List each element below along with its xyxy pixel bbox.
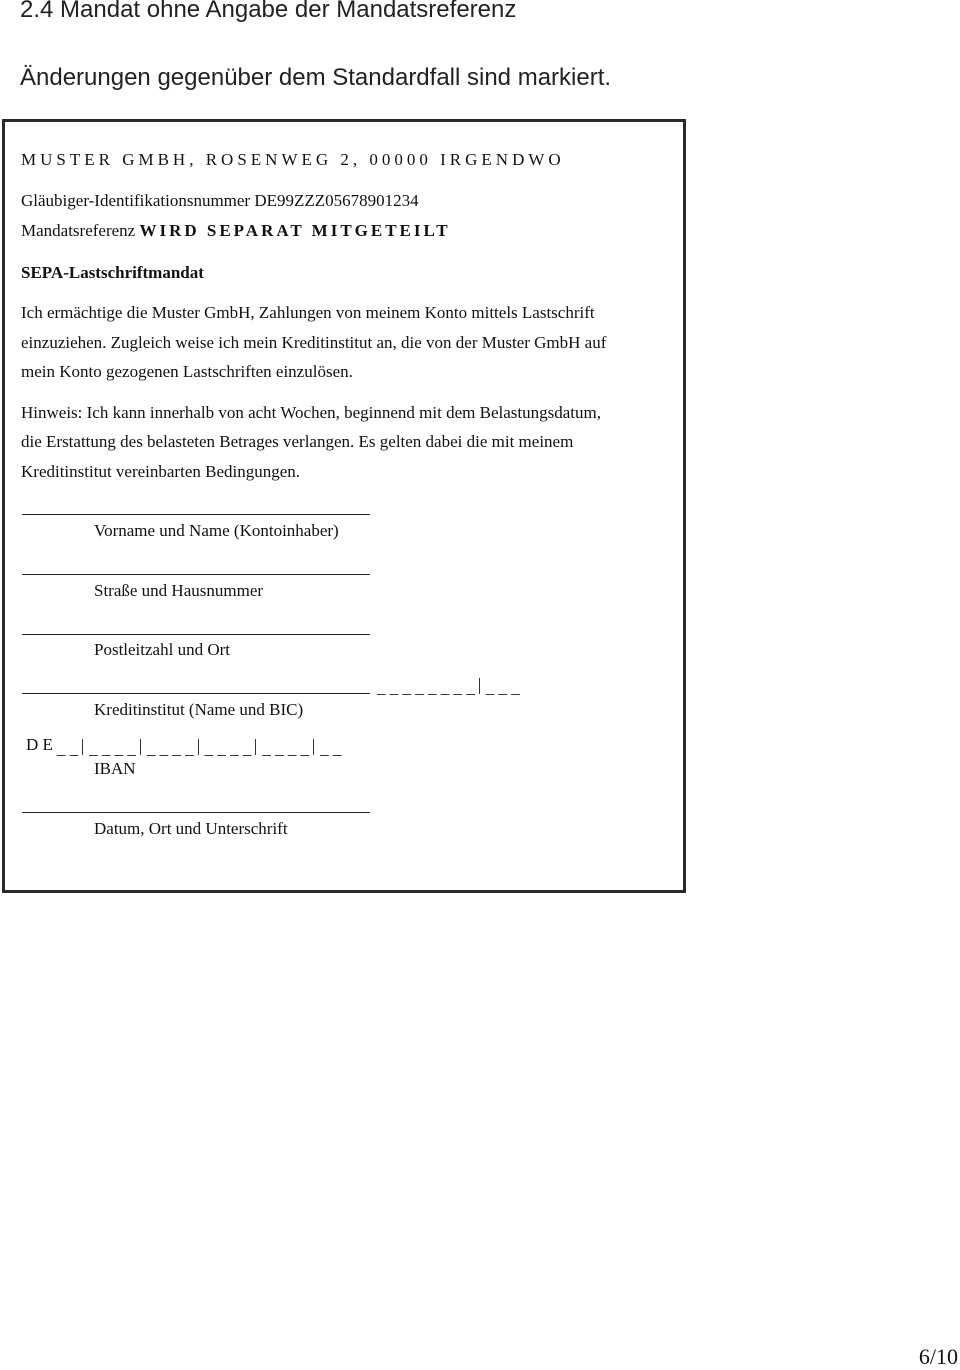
- iban-boxes[interactable]: [26, 735, 345, 758]
- city-field-line[interactable]: [22, 634, 370, 635]
- notice-line-2: die Erstattung des belasteten Betrages verlangen. Es gelten dabei die mit meinem: [21, 432, 574, 451]
- sepa-mandate-form: [2, 119, 686, 893]
- bic-group: _ _ _: [479, 678, 520, 694]
- page-number: 6/10: [918, 1344, 958, 1369]
- mandate-reference-value: WIRD SEPARAT MITGETEILT: [139, 221, 451, 240]
- iban-group: _ _: [56, 739, 79, 758]
- notice-line-1: Hinweis: Ich kann innerhalb von acht Wochen, beginnend mit dem Belastungsdatum,: [21, 403, 601, 422]
- name-field-label: Vorname und Name (Kontoinhaber): [94, 521, 339, 540]
- authorization-line-1: Ich ermächtige die Muster GmbH, Zahlungen von meinem Konto mittels Lastschrift: [21, 303, 595, 322]
- notice-line-3: Kreditinstitut vereinbarten Bedingungen.: [21, 462, 301, 481]
- iban-field-label: IBAN: [94, 759, 136, 778]
- form-title: SEPA-Lastschriftmandat: [21, 263, 204, 282]
- bic-group: _ _ _ _ _ _ _ _: [377, 678, 475, 697]
- iban-prefix: D E: [26, 735, 53, 754]
- iban-group: _ _ _ _: [255, 739, 313, 755]
- creditor-id: Gläubiger-Identifikationsnummer DE99ZZZ05678901234: [21, 191, 419, 210]
- authorization-line-2: einzuziehen. Zugleich weise ich mein Kreditinstitut an, die von der Muster GmbH auf: [21, 333, 607, 352]
- signature-field-label: Datum, Ort und Unterschrift: [94, 819, 288, 838]
- section-subheading: Änderungen gegenüber dem Standardfall sind markiert.: [20, 64, 612, 91]
- mandate-reference: [21, 221, 451, 241]
- street-field-label: Straße und Hausnummer: [94, 581, 264, 600]
- iban-group: _ _: [313, 739, 345, 755]
- bic-boxes[interactable]: [377, 678, 520, 697]
- iban-group: _ _ _ _: [140, 739, 198, 755]
- signature-field-line[interactable]: [22, 812, 370, 813]
- section-heading: 2.4 Mandat ohne Angabe der Mandatsreferenz: [20, 0, 517, 23]
- name-field-line[interactable]: [22, 514, 370, 515]
- authorization-line-3: mein Konto gezogenen Lastschriften einzulösen.: [21, 362, 353, 381]
- creditor-address: MUSTER GMBH, ROSENWEG 2, 00000 IRGENDWO: [21, 150, 565, 169]
- mandate-reference-label: Mandatsreferenz: [21, 221, 140, 240]
- bank-field-line[interactable]: [22, 693, 370, 694]
- bank-field-label: Kreditinstitut (Name und BIC): [94, 700, 304, 719]
- iban-group: _ _ _ _: [198, 739, 256, 755]
- iban-group: _ _ _ _: [82, 739, 140, 755]
- city-field-label: Postleitzahl und Ort: [94, 640, 230, 659]
- street-field-line[interactable]: [22, 574, 370, 575]
